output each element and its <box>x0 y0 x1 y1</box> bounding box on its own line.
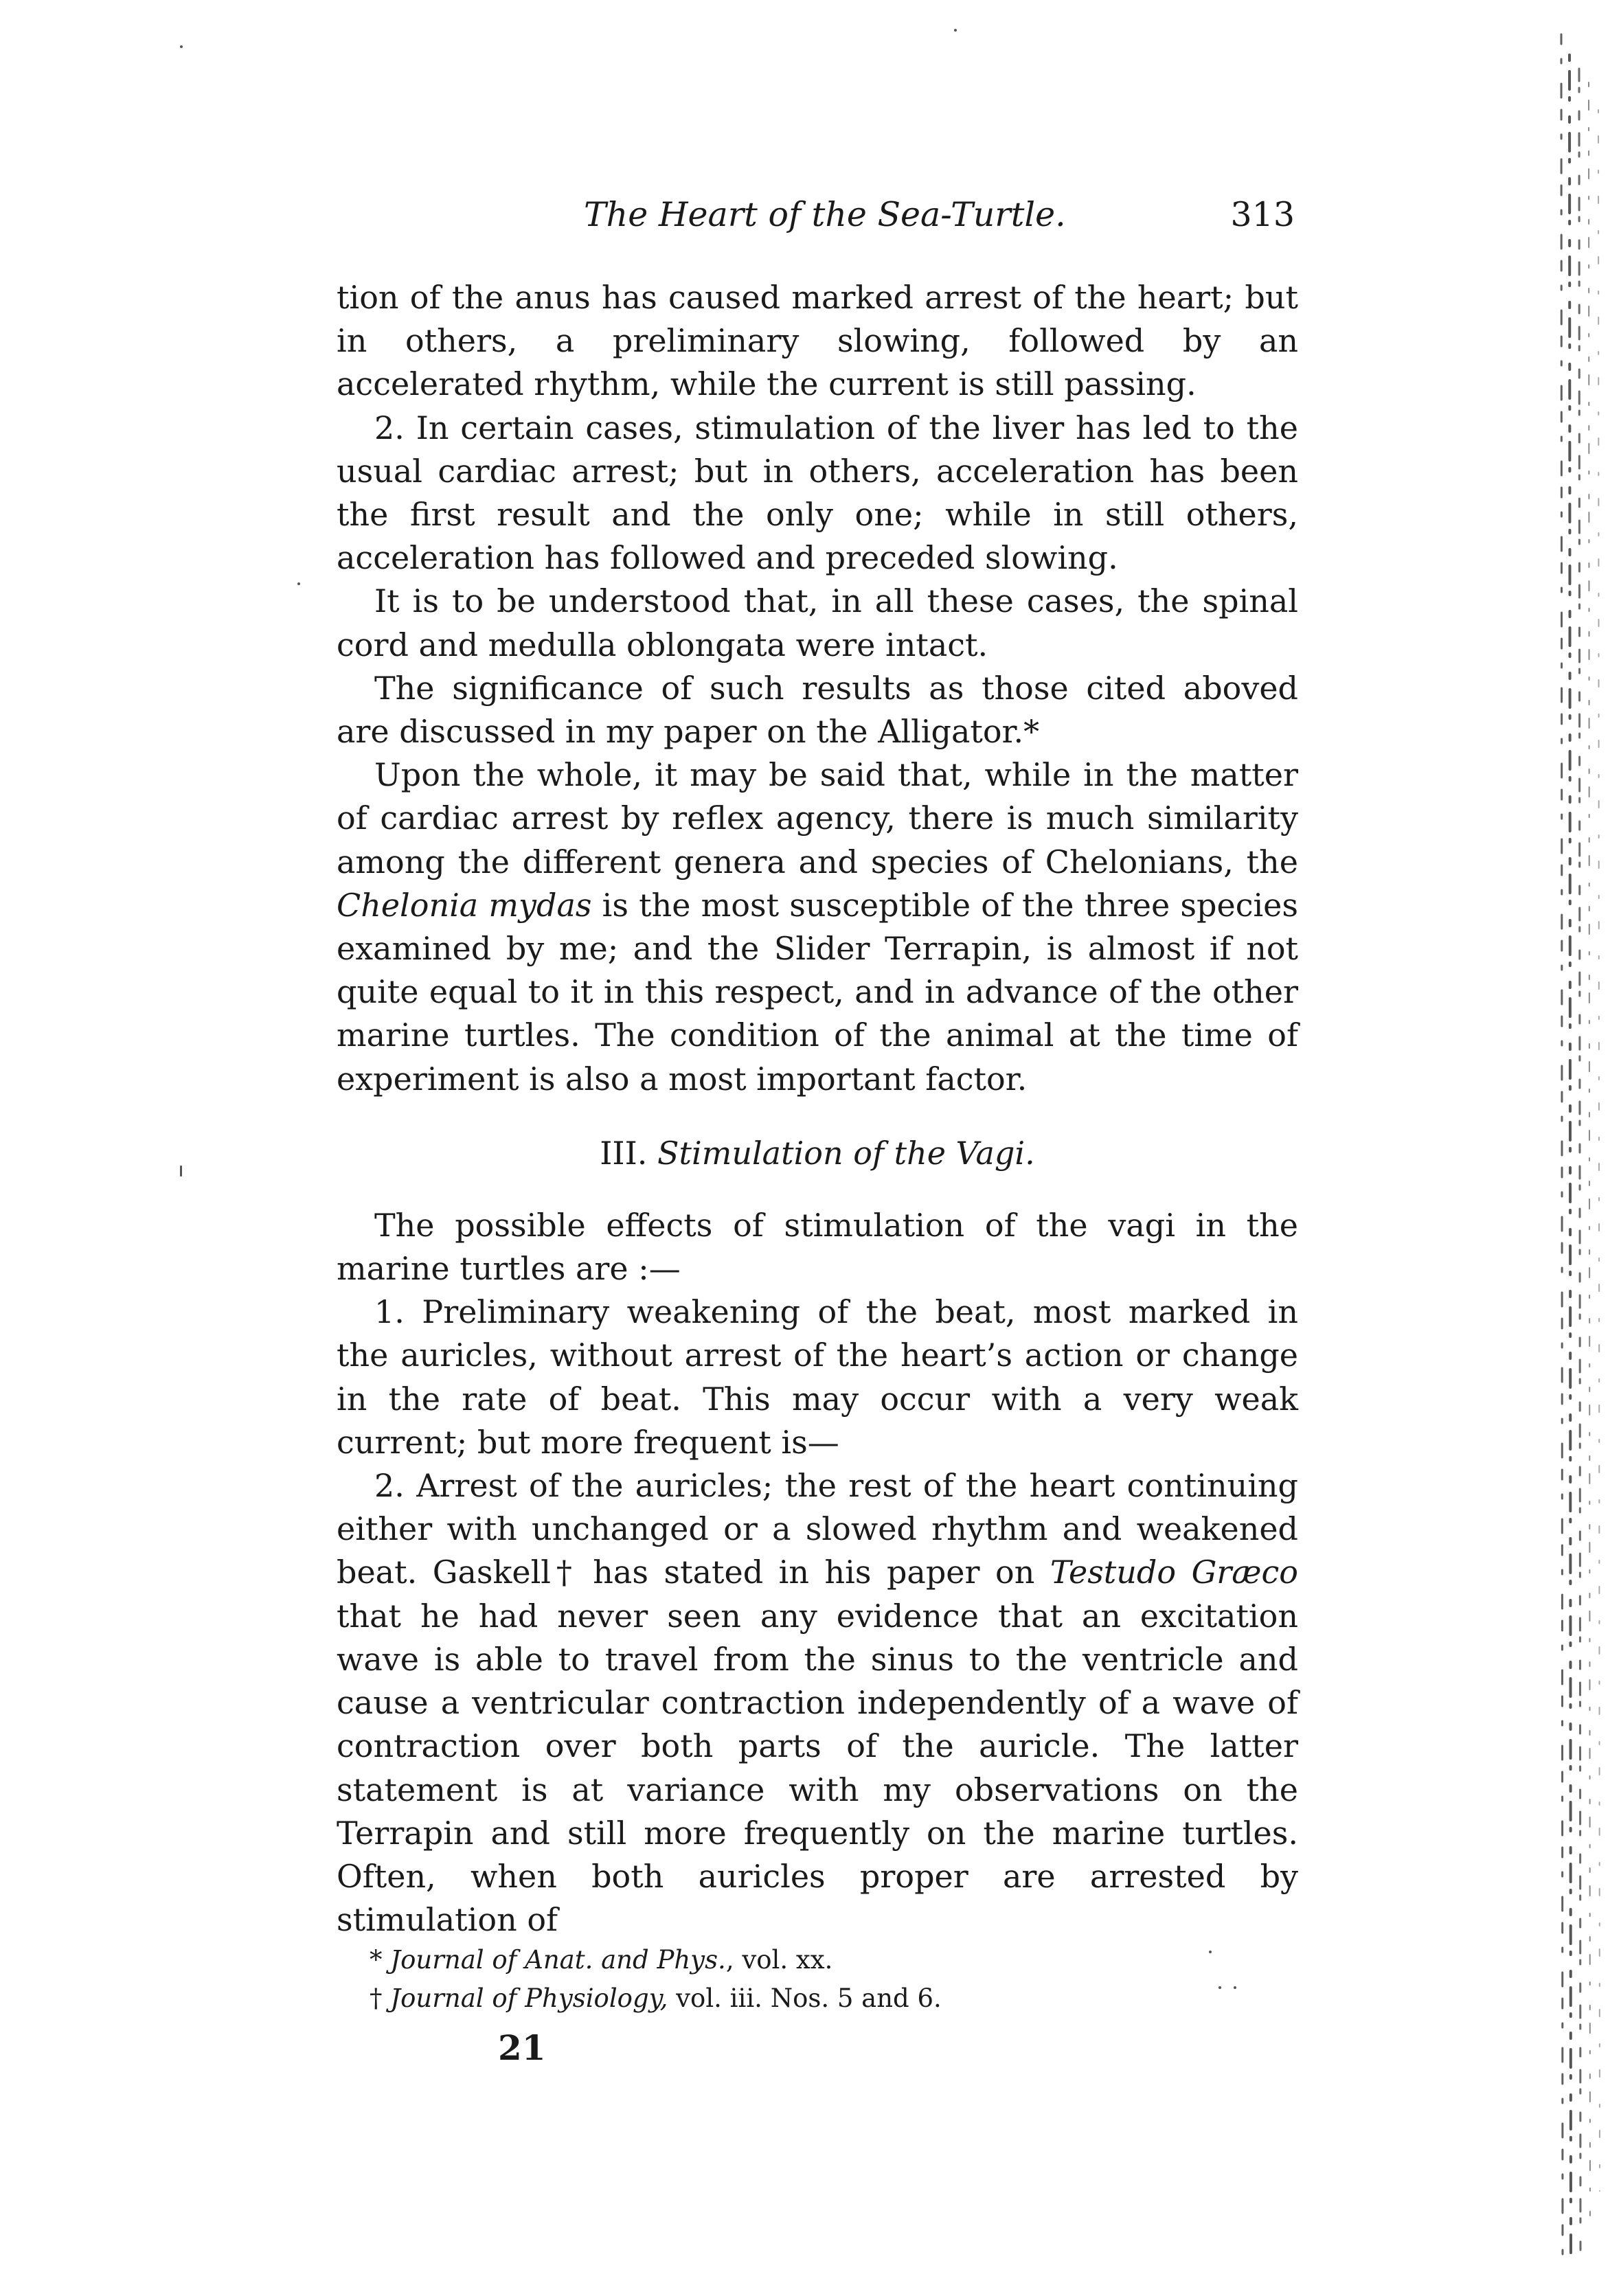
footnote-detail: , vol. xx. <box>725 1945 833 1975</box>
footnote-marker: * <box>370 1945 391 1975</box>
body-text <box>337 276 1298 1942</box>
paragraph-text: 2. Arrest of the auricles; the rest of the heart continuing either with unchanged or a slowed rhythm and weakened beat. Gaskell† has stated in his paper on <box>337 1467 1298 1591</box>
species-name: Testudo Græco <box>1050 1554 1298 1591</box>
footnote <box>337 1979 1229 2018</box>
paragraph <box>337 753 1298 1101</box>
footnote-detail: vol. iii. Nos. 5 and 6. <box>668 1984 942 2013</box>
section-number: III. <box>600 1134 648 1172</box>
paragraph: The significance of such results as those cited aboved are discussed in my paper on the Alligator.* <box>337 669 1298 751</box>
paragraph: It is to be understood that, in all these cases, the spinal cord and medulla oblongata were intact. <box>337 582 1298 663</box>
speck <box>297 582 300 585</box>
paragraph-text: is the most susceptible of the three species examined by me; and the Slider Terrapin, is almost if not quite equal to it in this respect, and in advance of the other marine turtles. The condition of the animal at the time of experiment is also a most important factor. <box>337 886 1299 1098</box>
paragraph-text: that he had never seen any evidence that an excitation wave is able to travel from the sinus to the ventricle and cause a ventricular contraction independently of a wave of contraction over both parts of the auricle. The latter statement is at variance with my observations on the Terrapin and still more frequently on the marine turtles. Often, when both auricles proper are arrested by stimulation of <box>337 1597 1298 1939</box>
speck <box>1209 1951 1212 1953</box>
scan-edge-shadow <box>1549 27 1614 2273</box>
section-heading <box>337 1131 1298 1175</box>
footnote-marker: † <box>370 1984 391 2013</box>
paragraph: 1. Preliminary weakening of the beat, most marked in the auricles, without arrest of the heart’s action or change in the rate of beat. This may occur with a very weak current; but more frequent is— <box>337 1293 1298 1461</box>
footnote <box>337 1941 1229 1979</box>
speck <box>954 29 957 32</box>
paragraph <box>337 1464 1298 1942</box>
species-name: Chelonia mydas <box>337 886 592 924</box>
speck <box>180 1166 182 1177</box>
running-head <box>337 191 1295 239</box>
signature-mark: 21 <box>498 2027 546 2068</box>
section-title: Stimulation of the Vagi. <box>657 1134 1035 1172</box>
paragraph: 2. In certain cases, stimulation of the liver has led to the usual cardiac arrest; but in others, acceleration has been the first result and the only one; while in still others, acceleration has followed and preceded slowing. <box>337 409 1298 577</box>
page-number: 313 <box>1230 195 1295 234</box>
speck <box>1234 1986 1236 1989</box>
footnote-journal: Journal of Anat. and Phys. <box>390 1945 726 1975</box>
footnotes <box>337 1941 1229 2018</box>
footnote-journal: Journal of Physiology, <box>390 1984 668 2013</box>
running-title: The Heart of the Sea-Turtle. <box>584 195 1066 234</box>
speck <box>1218 1986 1221 1989</box>
paragraph: tion of the anus has caused marked arrest of the heart; but in others, a preliminary slowing, followed by an accelerated rhythm, while the current is still passing. <box>337 279 1298 403</box>
paragraph-text: Upon the whole, it may be said that, while in the matter of cardiac arrest by reflex agency, there is much similarity among the different genera and species of Chelonians, the <box>337 756 1298 880</box>
paragraph: The possible effects of stimulation of the vagi in the marine turtles are :— <box>337 1206 1298 1288</box>
speck <box>180 45 183 48</box>
